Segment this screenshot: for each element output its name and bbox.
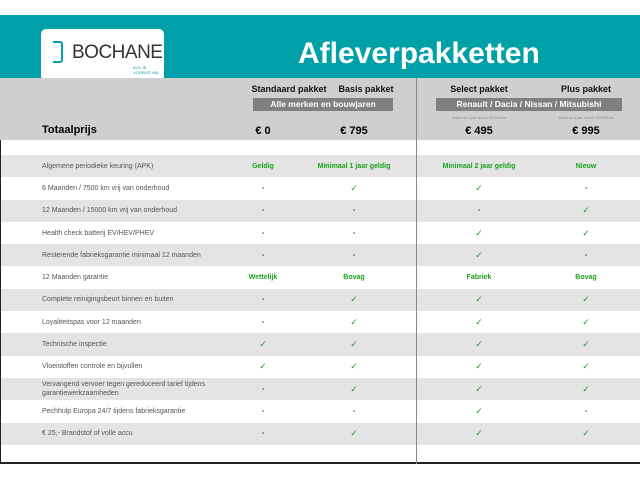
check-icon: ✓ (350, 339, 358, 350)
package-price: € 0 (255, 125, 271, 137)
logo-tagline: ALS JE VOORUIT WIL (133, 65, 160, 75)
feature-label: Vloeistoffen controle en bijvullen (42, 363, 143, 371)
table-row (1, 378, 640, 400)
package-note: Auto's tot 5 jaar oud en 100.000 km (558, 116, 614, 120)
check-icon: ✓ (350, 294, 358, 305)
not-included-mark: - (261, 251, 265, 259)
table-row (1, 177, 640, 199)
check-icon: ✓ (350, 428, 358, 439)
logo (41, 29, 164, 81)
table-row (1, 267, 640, 289)
not-included-mark: - (261, 430, 265, 438)
not-included-mark: - (261, 184, 265, 192)
not-included-mark: - (352, 407, 356, 415)
table-row (1, 311, 640, 333)
table-row (1, 155, 640, 177)
package-price: € 995 (572, 125, 600, 137)
package-note: Auto's tot 1 jaar oud en 20.000 km (452, 116, 506, 120)
table-row (1, 423, 640, 445)
group-band-left: Alle merken en bouwjaren (253, 98, 393, 111)
feature-value: Minimaal 1 jaar geldig (317, 162, 391, 170)
not-included-mark: - (352, 251, 356, 259)
check-icon: ✓ (582, 227, 590, 238)
table-row (1, 400, 640, 422)
check-icon: ✓ (475, 361, 483, 372)
package-name: Basis pakket (338, 84, 394, 94)
table-row (1, 289, 640, 311)
not-included-mark: - (352, 207, 356, 215)
check-icon: ✓ (475, 428, 483, 439)
feature-value: Minimaal 2 jaar geldig (442, 162, 516, 170)
package-name: Standaard pakket (251, 84, 327, 94)
feature-label: Loyaliteitspas voor 12 maanden (42, 318, 141, 326)
feature-label: Vervangend vervoer tegen gereduceerd tarief tijdens garantiewerkzaamheden (42, 381, 206, 398)
check-icon: ✓ (582, 205, 590, 216)
feature-label: € 25,- Brandstof of volle accu (42, 430, 133, 438)
feature-label: 6 Maanden / 7500 km vrij van onderhoud (42, 184, 170, 192)
feature-label: Resterende fabrieksgarantie minimaal 12 maanden (42, 251, 201, 259)
total-label: Totaalprijs (42, 124, 97, 136)
feature-label: Pechhulp Europa 24/7 tijdens fabrieksgarantie (42, 407, 186, 415)
check-icon: ✓ (582, 428, 590, 439)
check-icon: ✓ (350, 383, 358, 394)
check-icon: ✓ (475, 182, 483, 193)
header-banner (0, 15, 640, 78)
package-price: € 495 (465, 125, 493, 137)
check-icon: ✓ (475, 383, 483, 394)
check-icon: ✓ (475, 316, 483, 327)
feature-label: Health check batterij EV/HEV/PHEV (42, 229, 155, 237)
column-divider (416, 78, 417, 464)
not-included-mark: - (261, 229, 265, 237)
check-icon: ✓ (475, 249, 483, 260)
feature-value: Bovag (343, 274, 365, 282)
package-name: Select pakket (450, 84, 508, 94)
feature-value: Nieuw (575, 162, 597, 170)
logo-cart-icon (53, 41, 63, 63)
check-icon: ✓ (259, 339, 267, 350)
feature-label: 12 Maanden / 15000 km vrij van onderhoud (42, 207, 178, 215)
check-icon: ✓ (475, 339, 483, 350)
feature-value: Wettelijk (248, 274, 278, 282)
feature-label: 12 Maanden garantie (42, 274, 109, 282)
check-icon: ✓ (475, 227, 483, 238)
check-icon: ✓ (350, 316, 358, 327)
group-band-right: Renault / Dacia / Nissan / Mitsubishi (436, 98, 622, 111)
package-price: € 795 (340, 125, 368, 137)
check-icon: ✓ (582, 383, 590, 394)
not-included-mark: - (261, 385, 265, 393)
feature-label: Technische inspectie (42, 341, 107, 349)
check-icon: ✓ (259, 361, 267, 372)
not-included-mark: - (584, 407, 588, 415)
check-icon: ✓ (350, 182, 358, 193)
not-included-mark: - (352, 229, 356, 237)
check-icon: ✓ (475, 405, 483, 416)
table-row (1, 333, 640, 355)
not-included-mark: - (261, 207, 265, 215)
table-row (1, 356, 640, 378)
not-included-mark: - (477, 207, 481, 215)
package-name: Plus pakket (560, 84, 612, 94)
feature-label: Complete reinigingsbeurt binnen en buiten (42, 296, 174, 304)
table-row (1, 200, 640, 222)
not-included-mark: - (261, 407, 265, 415)
check-icon: ✓ (582, 339, 590, 350)
table-row (1, 244, 640, 266)
not-included-mark: - (584, 251, 588, 259)
logo-text: BOCHANE (72, 42, 163, 63)
check-icon: ✓ (350, 361, 358, 372)
check-icon: ✓ (582, 294, 590, 305)
table-row (1, 222, 640, 244)
not-included-mark: - (261, 318, 265, 326)
check-icon: ✓ (475, 294, 483, 305)
feature-value: Geldig (252, 162, 274, 170)
feature-value: Fabriek (466, 274, 492, 282)
not-included-mark: - (584, 184, 588, 192)
feature-value: Bovag (575, 274, 597, 282)
not-included-mark: - (261, 296, 265, 304)
feature-label: Algemene periodieke keuring (APK) (42, 162, 154, 170)
check-icon: ✓ (582, 316, 590, 327)
page-title: Afleverpakketten (298, 37, 540, 70)
check-icon: ✓ (582, 361, 590, 372)
